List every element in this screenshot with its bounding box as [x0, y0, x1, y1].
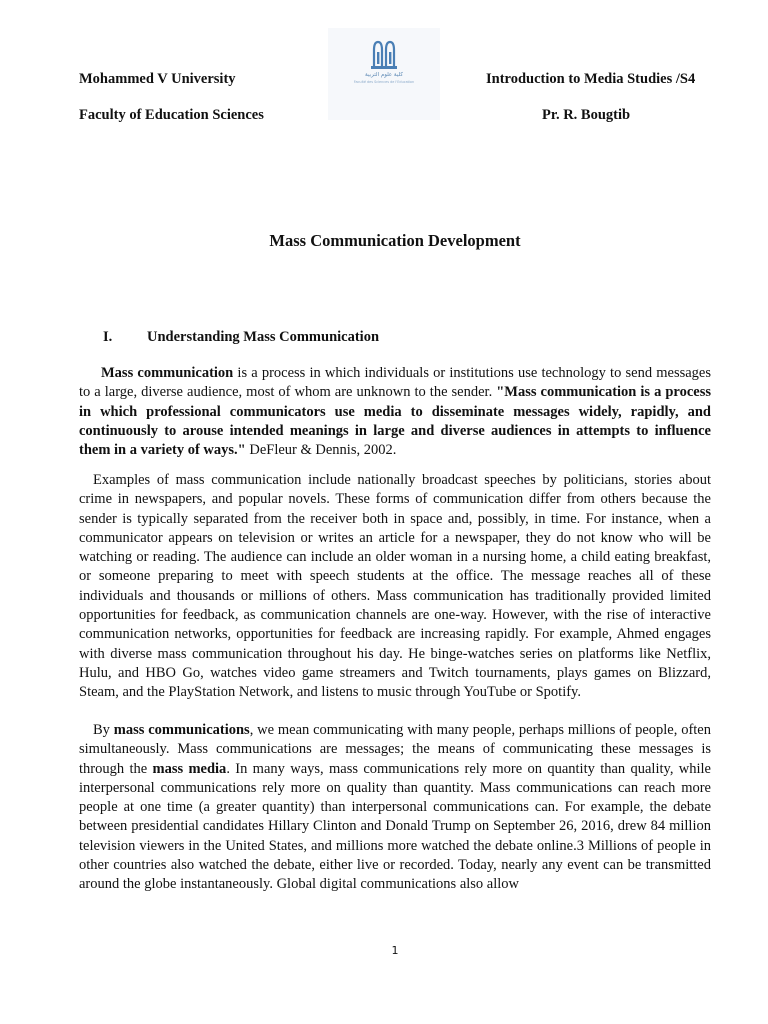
p3-bold-2: mass media	[152, 760, 227, 777]
paragraph-examples: Examples of mass communication include nationally broadcast speeches by politicians, stories about crime in newspapers, and popular novels. These forms of communication differ from others because the sender is typically separated from the receiver both in space and, possibly, in time. For instance, when a communicator appears on television or writes an article for a newspaper, they do not know who will be watching or reading. The audience can include an older woman in a nursing home, a child eating breakfast, or someone preparing to meet with speech students at the office. The message reaches all of these individuals and thousands or millions of others. Mass communication has traditionally provided limited opportunities for feedback, as communication channels are one-way. However, with the rise of interactive communication networks, opportunities for feedback are increasing rapidly. For example, Ahmed engages with diverse mass communication throughout his day. He binge-watches series on platforms like Netflix, Hulu, and HBO Go, watches video game streamers and Twitch tournaments, plays games on Blizzard, Steam, and the PlayStation Network, and listens to music through YouTube or Spotify.	[79, 472, 711, 701]
course-name: Introduction to Media Studies /S4	[486, 71, 696, 87]
page-number: 1	[391, 944, 399, 957]
p1-lead-bold: Mass communication	[101, 365, 234, 381]
page-title: Mass Communication Development	[269, 231, 521, 250]
logo-subtitle: Faculté des Sciences de l'Education	[353, 80, 415, 84]
p3-bold-1: mass communications	[113, 722, 250, 738]
p1-quote: "Mass communication is a process in which professional communicators use media to disseminate messages widely, rapidly, and continuously to arouse intended meanings in large and diverse audiences in attempts to influence them in a variety of ways."	[79, 384, 711, 459]
p3-text-2: , we mean communicating with many people, perhaps millions of people, often simultaneously. Mass communications are messages; the means of communicating these messages is through the	[79, 722, 711, 777]
section-number: I.	[103, 329, 113, 345]
p1-text: is a process in which individuals or institutions use technology to send messages to a large, diverse audience, most of whom are unknown to the sender.	[79, 365, 711, 401]
p3-text-3: . In many ways, mass communications rely more on quantity than quality, while interpersonal communications rely more on quality than quantity. Mass communications can reach more people at one time (a greater quantity) than interpersonal communications can. For example, the debate between presidential candidates Hillary Clinton and Donald Trump on September 26, 2016, drew 84 million television viewers in the United States, and millions more watched the debate online.3 Millions of people in other countries also watched the debate, either live or recorded. Today, nearly any event can be transmitted around the globe instantaneously. Global digital communications also allow	[79, 760, 711, 893]
paragraph-definition	[79, 364, 711, 460]
faculty-logo	[328, 28, 440, 120]
paragraph-mass-communications	[79, 721, 711, 895]
university-name: Mohammed V University	[79, 71, 236, 87]
p1-citation: DeFleur & Dennis, 2002.	[245, 442, 397, 459]
faculty-building-logo-icon	[328, 28, 440, 72]
section-title: Understanding Mass Communication	[147, 329, 380, 345]
logo-arabic-text: كلية علوم التربية	[365, 72, 403, 78]
p3-text-1: By	[93, 722, 114, 738]
faculty-name: Faculty of Education Sciences	[79, 107, 264, 123]
professor-name: Pr. R. Bougtib	[542, 107, 631, 123]
